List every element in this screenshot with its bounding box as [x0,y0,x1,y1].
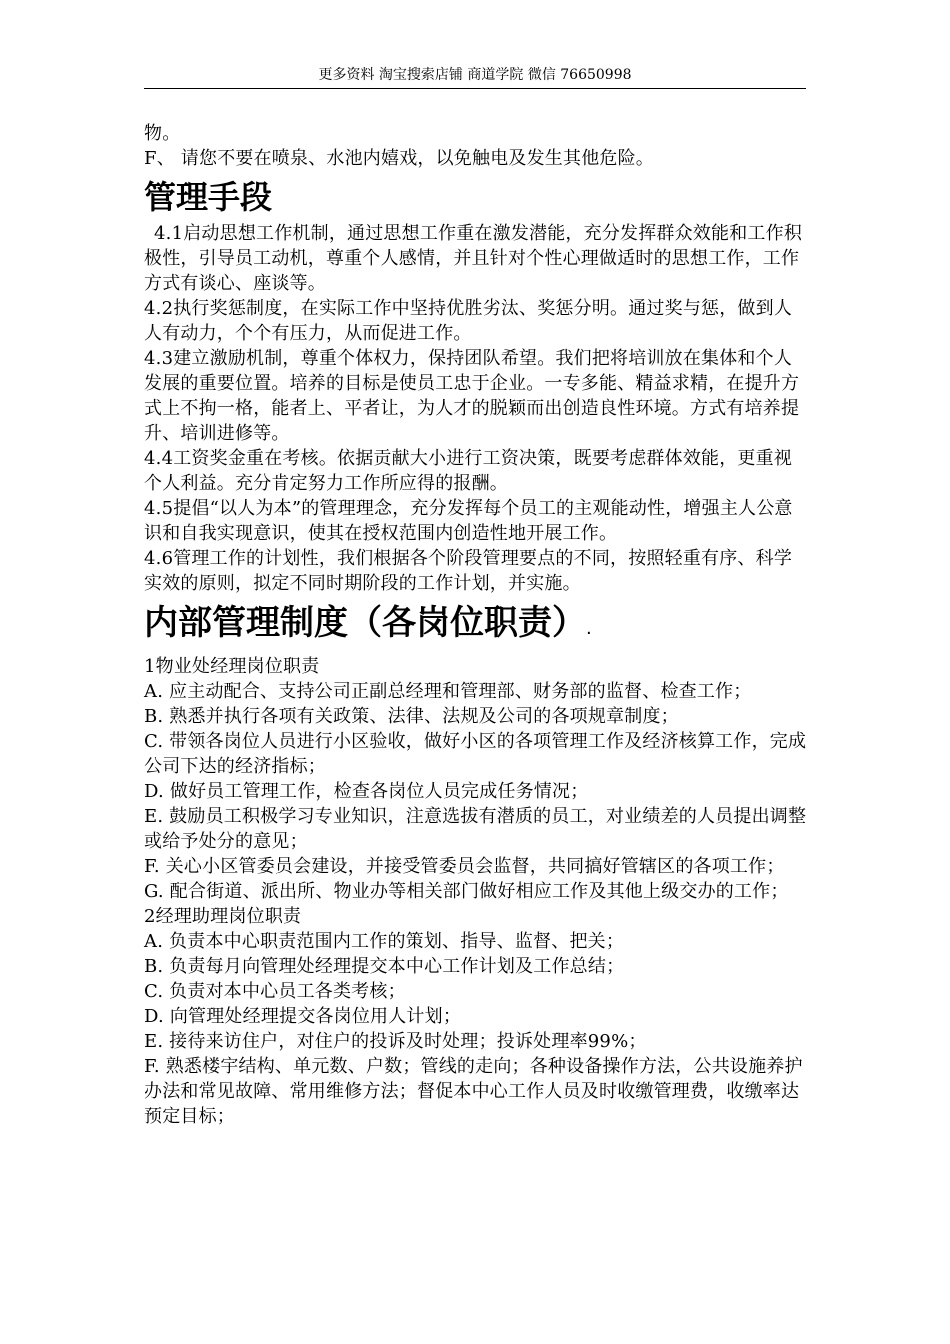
role-title-manager: 1物业处经理岗位职责 [144,656,320,677]
page-header: 更多资料 淘宝搜索店铺 商道学院 微信 76650998 [318,67,632,83]
role-item: A. 应主动配合、支持公司正副总经理和管理部、财务部的监督、检查工作； [144,681,752,702]
paragraph-4-3: 4.3建立激励机制，尊重个体权力，保持团队希望。我们把将培训放在集体和个人发展的重要位置。培养的目标是使员工忠于企业。一专多能、精益求精，在提升方式上不拘一格，能者上、平者让，为人才的脱颖而出创造良性环境。方式有培养提升、培训进修等。 [144,348,800,444]
paragraph-4-4: 4.4工资奖金重在考核。依据贡献大小进行工资决策，既要考虑群体效能，更重视个人利益。充分肯定努力工作所应得的报酬。 [144,448,793,494]
paragraph-4-6: 4.6管理工作的计划性，我们根据各个阶段管理要点的不同，按照轻重有序、科学实效的原则，拟定不同时期阶段的工作计划，并实施。 [144,548,793,594]
role-item: E. 鼓励员工积极学习专业知识，注意选拔有潜质的员工，对业绩差的人员提出调整或给予处分的意见； [144,806,807,852]
role-item: G. 配合街道、派出所、物业办等相关部门做好相应工作及其他上级交办的工作； [144,881,789,902]
paragraph-4-5: 4.5提倡“以人为本”的管理理念，充分发挥每个员工的主观能动性，增强主人公意识和自我实现意识，使其在授权范围内创造性地开展工作。 [144,498,793,544]
role-item: C. 负责对本中心员工各类考核； [144,981,406,1002]
role-item: F. 关心小区管委员会建设，并接受管委员会监督，共同搞好管辖区的各项工作； [144,856,785,877]
role-item: D. 做好员工管理工作，检查各岗位人员完成任务情况； [144,781,589,802]
section-title-text: 内部管理制度（各岗位职责） [144,603,586,643]
section-title-management-means: 管理手段 [144,178,273,216]
role-item: F. 熟悉楼宇结构、单元数、户数；管线的走向；各种设备操作方法，公共设施养护办法和常见故障、常用维修方法；督促本中心工作人员及时收缴管理费，收缴率达预定目标； [144,1056,803,1127]
section-title-internal-rules [144,600,808,652]
role-item: E. 接待来访住户，对住户的投诉及时处理；投诉处理率99%； [144,1031,647,1052]
role-item: A. 负责本中心职责范围内工作的策划、指导、监督、把关； [144,931,625,952]
paragraph-4-2: 4.2执行奖惩制度，在实际工作中坚持优胜劣汰、奖惩分明。通过奖与惩，做到人人有动力，个个有压力，从而促进工作。 [144,298,793,344]
section-title-suffix: . [586,618,592,639]
role-item: B. 熟悉并执行各项有关政策、法律、法规及公司的各项规章制度； [144,706,679,727]
role-item: D. 向管理处经理提交各岗位用人计划； [144,1006,462,1027]
role-title-assistant: 2经理助理岗位职责 [144,906,302,927]
header-divider [144,88,806,89]
intro-line-2: F、 请您不要在喷泉、水池内嬉戏，以免触电及发生其他危险。 [144,148,655,169]
paragraph-4-1: 4.1启动思想工作机制，通过思想工作重在激发潜能，充分发挥群众效能和工作积极性，引导员工动机，尊重个人感情，并且针对个性心理做适时的思想工作，工作方式有谈心、座谈等。 [144,223,803,294]
role-item: C. 带领各岗位人员进行小区验收，做好小区的各项管理工作及经济核算工作，完成公司下达的经济指标； [144,731,807,777]
intro-line-1: 物。 [144,123,181,144]
document-body [144,121,808,1129]
role-item: B. 负责每月向管理处经理提交本中心工作计划及工作总结； [144,956,625,977]
